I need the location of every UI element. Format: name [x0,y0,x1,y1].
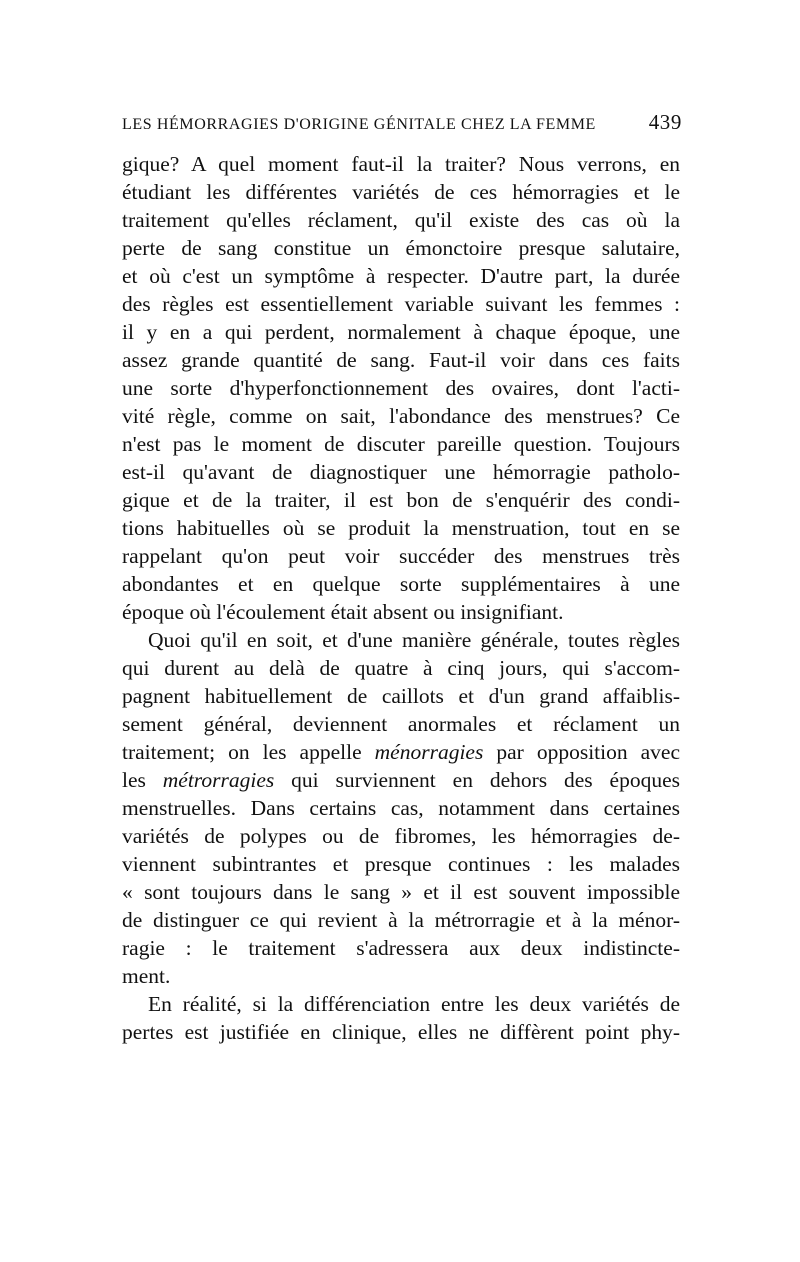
text-span: qui surviennent en dehors des époques [291,768,680,792]
text-span: par opposition avec [496,740,681,764]
text-line: des règles est essentiellement variable suivant les femmes : [122,292,680,316]
text-line: En réalité, si la différenciation entre les deux variétés de [148,992,680,1016]
page-number: 439 [648,110,682,134]
text-line: époque où l'écoulement était absent ou insignifiant. [122,600,564,624]
running-title: LES HÉMORRAGIES D'ORIGINE GÉNITALE CHEZ LA FEMME [122,116,596,133]
text-line: est-il qu'avant de diagnostiquer une hémorragie patholo- [122,460,680,484]
text-line: abondantes et en quelque sorte supplémentaires à une [122,572,680,596]
running-header [122,110,682,138]
text-line: gique? A quel moment faut-il la traiter? Nous verrons, en [122,152,680,176]
text-line: ment. [122,964,171,988]
text-line [122,738,680,766]
text-line: une sorte d'hyperfonctionnement des ovaires, dont l'acti- [122,376,680,400]
italic-term: ménorragies [374,740,484,764]
text-line: viennent subintrantes et presque continues : les malades [122,852,680,876]
text-line: pertes est justifiée en clinique, elles ne diffèrent point phy- [122,1020,680,1044]
text-line: rappelant qu'on peut voir succéder des menstrues très [122,544,680,568]
text-line: et où c'est un symptôme à respecter. D'autre part, la durée [122,264,680,288]
text-line: n'est pas le moment de discuter pareille question. Toujours [122,432,680,456]
text-line: sement général, deviennent anormales et réclament un [122,712,680,736]
text-line: Quoi qu'il en soit, et d'une manière générale, toutes règles [148,628,680,652]
text-line: perte de sang constitue un émonctoire presque salutaire, [122,236,680,260]
text-span: les [122,768,146,792]
text-line: ragie : le traitement s'adressera aux deux indistincte- [122,936,680,960]
italic-term: métrorragies [162,768,275,792]
text-line: il y en a qui perdent, normalement à chaque époque, une [122,320,680,344]
text-line: variétés de polypes ou de fibromes, les hémorragies de- [122,824,680,848]
text-line: de distinguer ce qui revient à la métrorragie et à la ménor- [122,908,680,932]
text-line: tions habituelles où se produit la menstruation, tout en se [122,516,680,540]
text-line: traitement qu'elles réclament, qu'il existe des cas où la [122,208,680,232]
text-line: qui durent au delà de quatre à cinq jours, qui s'accom- [122,656,680,680]
text-line: « sont toujours dans le sang » et il est souvent impossible [122,880,680,904]
text-span: traitement; on les appelle [122,740,362,764]
text-line: pagnent habituellement de caillots et d'un grand affaiblis- [122,684,680,708]
text-line [122,766,680,794]
text-line: gique et de la traiter, il est bon de s'enquérir des condi- [122,488,680,512]
text-line: vité règle, comme on sait, l'abondance des menstrues? Ce [122,404,680,428]
text-line: assez grande quantité de sang. Faut-il voir dans ces faits [122,348,680,372]
text-line: menstruelles. Dans certains cas, notamment dans certaines [122,796,680,820]
text-line: étudiant les différentes variétés de ces hémorragies et le [122,180,680,204]
